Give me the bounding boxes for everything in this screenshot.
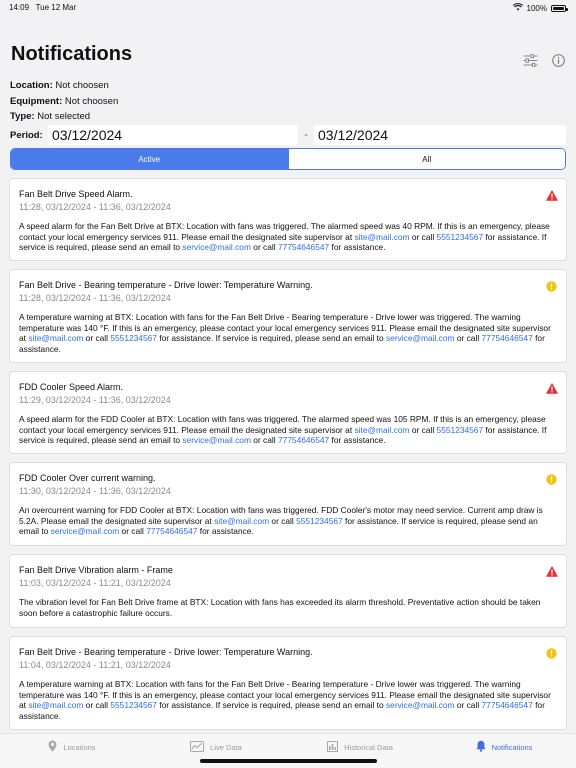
notification-title: FDD Cooler Over current warning. bbox=[19, 473, 156, 483]
historical-data-icon bbox=[327, 740, 338, 754]
status-date: Tue 12 Mar bbox=[35, 3, 77, 12]
page-title: Notifications bbox=[11, 43, 133, 65]
period-separator: - bbox=[304, 129, 308, 141]
segment-all[interactable]: All bbox=[288, 149, 566, 169]
notification-text: An overcurrent warning for FDD Cooler at BTX: Location with fans was triggered. FDD Cooler's motor may need service. Current amp draw is 5.2A. Please email the designated site supervisor at bbox=[19, 505, 543, 526]
warning-circle-icon bbox=[546, 646, 558, 658]
notification-title: Fan Belt Drive Vibration alarm - Frame bbox=[19, 565, 173, 575]
notification-link[interactable]: 5551234567 bbox=[436, 424, 484, 435]
notification-link[interactable]: service@mail.com bbox=[385, 333, 455, 343]
notification-card[interactable] bbox=[9, 636, 567, 730]
notification-link[interactable]: 77754646547 bbox=[146, 526, 198, 536]
notification-time: 11:29, 03/12/2024 - 11:36, 03/12/2024 bbox=[19, 395, 171, 405]
notification-link[interactable]: 77754646547 bbox=[277, 435, 330, 445]
notification-link[interactable]: service@mail.com bbox=[50, 526, 120, 536]
notification-text: for assistance. If service is required, please send an email to bbox=[19, 424, 547, 445]
notification-title: Fan Belt Drive Speed Alarm. bbox=[19, 189, 133, 199]
live-data-icon bbox=[190, 741, 204, 754]
notification-text: for assistance. If service is required, please send an email to bbox=[156, 700, 386, 710]
notification-card[interactable] bbox=[9, 178, 567, 261]
notification-text: or call bbox=[119, 526, 147, 536]
notification-body bbox=[19, 414, 557, 446]
notification-text: A temperature warning at BTX: Location with fans for the Fan Belt Drive - Bearing temperature - Drive lower was triggered. The warning temperature was 140 °F. If this is an emergency, please contact your local emergency services 911. Please email the designated site supervisor at bbox=[19, 312, 551, 343]
notification-time: 11:28, 03/12/2024 - 11:36, 03/12/2024 bbox=[19, 202, 171, 212]
notification-card[interactable] bbox=[9, 462, 567, 546]
tab-notifications[interactable] bbox=[432, 734, 576, 768]
notification-link[interactable]: 5551234567 bbox=[296, 515, 343, 526]
notification-text: or call bbox=[250, 242, 278, 252]
notification-link[interactable]: 5551234567 bbox=[436, 231, 484, 242]
tab-locations[interactable] bbox=[0, 734, 144, 768]
notification-text: for assistance. If service is required, please send an email to bbox=[156, 333, 386, 343]
notification-text: or call bbox=[83, 700, 111, 710]
alarm-triangle-icon bbox=[546, 381, 558, 393]
notification-text: for assistance. bbox=[197, 526, 254, 536]
location-filter[interactable]: Location: Not choosen bbox=[10, 80, 109, 91]
notification-text: for assistance. If service is required, please send an email to bbox=[19, 515, 538, 536]
notification-text: The vibration level for Fan Belt Drive frame at BTX: Location with fans has exceeded its alarm threshold. Preventative action should be taken soon before a catastrophic failure occurs. bbox=[19, 597, 541, 618]
period-label: Period: bbox=[10, 129, 43, 141]
warning-circle-icon bbox=[546, 472, 558, 484]
notification-text: A speed alarm for the Fan Belt Drive at BTX: Location with fans was triggered. The alarmed speed was 40 RPM. If this is an emergency, please contact your local emergency services 911. Please email the designated site supervisor at bbox=[19, 221, 550, 242]
notification-text: for assistance. If service is required, please send an email to bbox=[19, 231, 547, 252]
status-time: 14:09 bbox=[9, 3, 30, 12]
notification-link[interactable]: site@mail.com bbox=[354, 424, 410, 435]
notification-link[interactable]: site@mail.com bbox=[28, 333, 84, 343]
notification-list bbox=[9, 178, 567, 738]
notification-title: Fan Belt Drive - Bearing temperature - Drive lower: Temperature Warning. bbox=[19, 647, 313, 657]
notification-title: Fan Belt Drive - Bearing temperature - Drive lower: Temperature Warning. bbox=[19, 280, 313, 290]
notification-text: or call bbox=[454, 333, 482, 343]
status-bar bbox=[0, 0, 576, 14]
tab-label: Locations bbox=[63, 742, 96, 752]
battery-percent: 100% bbox=[526, 3, 547, 13]
notification-text: or call bbox=[409, 424, 437, 435]
notification-link[interactable]: 5551234567 bbox=[110, 700, 157, 710]
notification-body bbox=[19, 221, 557, 253]
notification-body bbox=[19, 679, 557, 721]
notification-text: or call bbox=[409, 231, 437, 242]
notification-time: 11:03, 03/12/2024 - 11:21, 03/12/2024 bbox=[19, 578, 171, 588]
notification-link[interactable]: site@mail.com bbox=[354, 231, 410, 242]
notification-title: FDD Cooler Speed Alarm. bbox=[19, 382, 124, 392]
notification-link[interactable]: service@mail.com bbox=[182, 242, 251, 252]
location-pin-icon bbox=[48, 740, 57, 754]
battery-icon bbox=[551, 5, 566, 12]
period-from-field[interactable]: 03/12/2024 bbox=[48, 125, 298, 145]
status-segmented-control bbox=[10, 148, 566, 170]
wifi-icon bbox=[513, 3, 523, 13]
tab-label: Notifications bbox=[491, 742, 533, 752]
period-row bbox=[10, 125, 566, 145]
alarm-triangle-icon bbox=[546, 564, 558, 576]
notification-text: A speed alarm for the FDD Cooler at BTX: Location with fans was triggered. The alarmed speed was 105 RPM. If this is an emergency, please contact your local emergency services 911. Please email the designated site supervisor at bbox=[19, 414, 546, 435]
segment-active[interactable]: Active bbox=[11, 149, 288, 169]
notification-text: or call bbox=[269, 515, 297, 526]
notification-text: or call bbox=[83, 333, 111, 343]
period-to-field[interactable]: 03/12/2024 bbox=[314, 125, 566, 145]
info-icon[interactable] bbox=[550, 52, 566, 68]
notification-time: 11:04, 03/12/2024 - 11:21, 03/12/2024 bbox=[19, 660, 171, 670]
notification-text: for assistance. bbox=[19, 333, 545, 354]
filter-sliders-icon[interactable] bbox=[522, 52, 538, 68]
notification-card[interactable] bbox=[9, 371, 567, 454]
notification-text: or call bbox=[454, 700, 482, 710]
notification-body bbox=[19, 312, 557, 354]
notification-link[interactable]: service@mail.com bbox=[385, 700, 455, 710]
notification-text: or call bbox=[250, 435, 278, 445]
notification-card[interactable] bbox=[9, 269, 567, 363]
notification-time: 11:28, 03/12/2024 - 11:36, 03/12/2024 bbox=[19, 293, 171, 303]
home-indicator bbox=[200, 759, 377, 763]
notification-link[interactable]: 77754646547 bbox=[481, 700, 533, 710]
notification-link[interactable]: 77754646547 bbox=[481, 333, 533, 343]
notification-card[interactable] bbox=[9, 554, 567, 628]
alarm-triangle-icon bbox=[546, 188, 558, 200]
warning-circle-icon bbox=[546, 279, 558, 291]
notification-time: 11:30, 03/12/2024 - 11:36, 03/12/2024 bbox=[19, 486, 171, 496]
notification-link[interactable]: site@mail.com bbox=[214, 515, 270, 526]
notification-text: for assistance. bbox=[19, 700, 545, 721]
notification-text: for assistance. bbox=[329, 435, 386, 445]
notification-link[interactable]: 5551234567 bbox=[110, 333, 157, 343]
notification-link[interactable]: site@mail.com bbox=[28, 700, 84, 710]
header-actions bbox=[522, 52, 566, 68]
notification-text: for assistance. bbox=[329, 242, 386, 252]
equipment-filter[interactable]: Equipment: Not choosen bbox=[10, 95, 119, 107]
bell-icon bbox=[476, 740, 486, 754]
filter-summary bbox=[10, 78, 118, 125]
notification-link[interactable]: 77754646547 bbox=[277, 242, 330, 252]
notification-body bbox=[19, 505, 557, 537]
notification-link[interactable]: service@mail.com bbox=[182, 435, 251, 445]
tab-label: Live Data bbox=[210, 742, 242, 752]
notification-text: A temperature warning at BTX: Location with fans for the Fan Belt Drive - Bearing temperature - Drive lower was triggered. The warning temperature was 140 °F. If this is an emergency, please contact your local emergency services 911. Please email the designated site supervisor at bbox=[19, 679, 551, 710]
tab-label: Historical Data bbox=[344, 742, 393, 752]
type-filter[interactable]: Type: Not selected bbox=[10, 111, 91, 122]
notification-body bbox=[19, 597, 557, 618]
